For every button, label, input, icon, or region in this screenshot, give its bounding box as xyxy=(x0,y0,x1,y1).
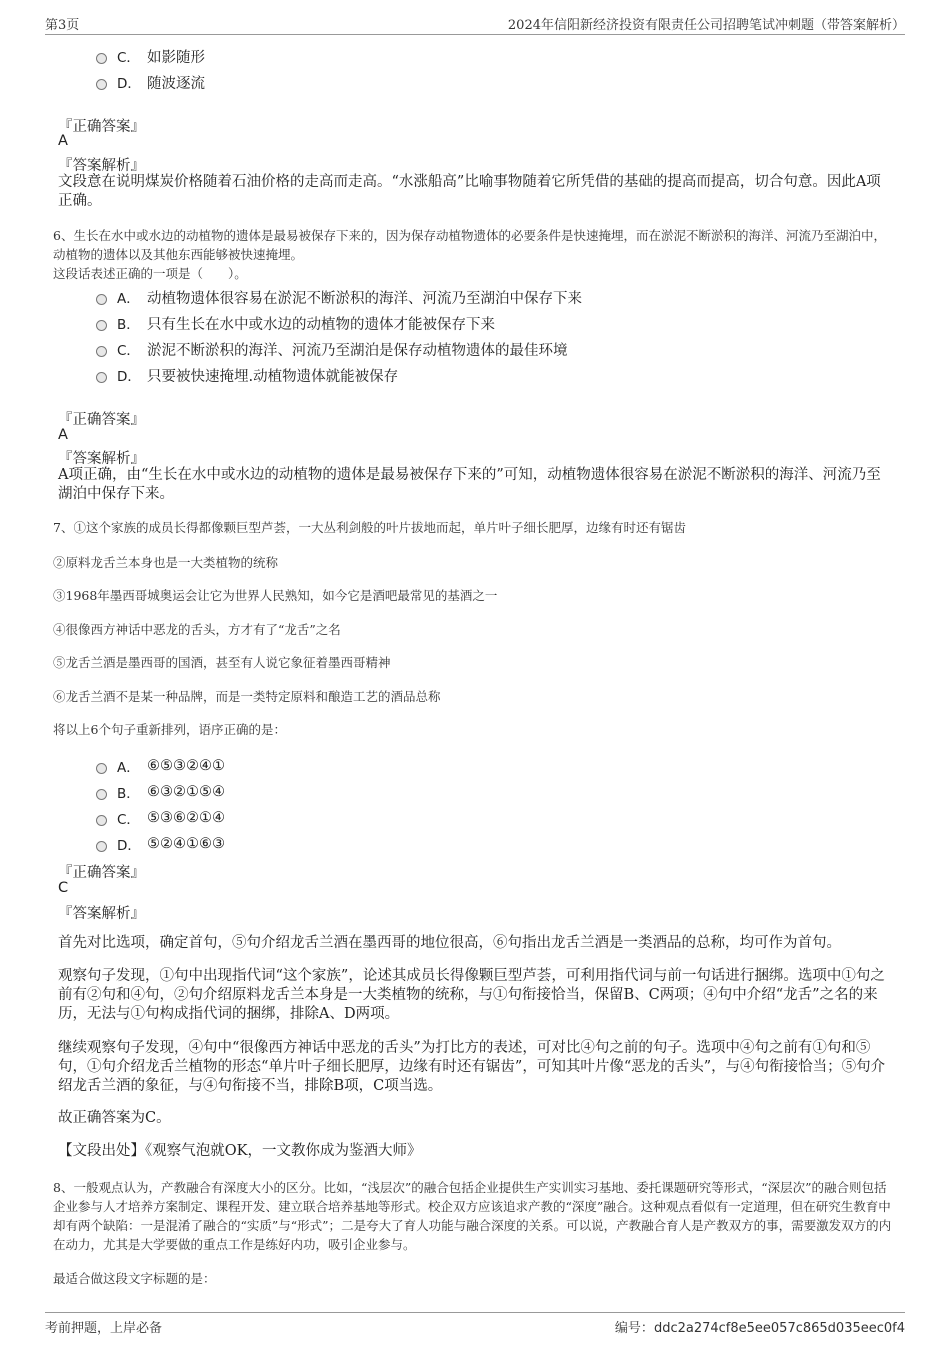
q5-analysis-label: 『答案解析』 xyxy=(58,158,145,174)
radio-icon[interactable] xyxy=(96,346,107,357)
q7-analysis-para: 首先对比选项，确定首句，⑤句介绍龙舌兰酒在墨西哥的地位很高，⑥句指出龙舌兰酒是一类酒品的总称，均可作为首句。 xyxy=(58,935,841,951)
q5-answer-label: 『正确答案』 xyxy=(58,119,145,135)
q7-answer: C xyxy=(58,880,69,896)
q5-option-c[interactable]: C． 如影随形 xyxy=(96,46,205,66)
footer-slogan: 考前押题，上岸必备 xyxy=(45,1321,163,1336)
q7-sentence: ③1968年墨西哥城奥运会让它为世界人民熟知，如今它是酒吧最常见的基酒之一 xyxy=(53,588,498,603)
q6-prompt: 这段话表述正确的一项是（ ）。 xyxy=(53,266,247,281)
document-code xyxy=(615,1317,905,1336)
q7-option-a[interactable]: A． ⑥⑤③②④① xyxy=(96,756,225,776)
q8-prompt: 最适合做这段文字标题的是： xyxy=(53,1271,216,1286)
q5-analysis: 文段意在说明煤炭价格随着石油价格的走高而走高。“水涨船高”比喻事物随着它所凭借的基础的提高而提高，切合句意。因此A项正确。 xyxy=(58,174,881,209)
q7-prompt: 将以上6个句子重新排列，语序正确的是： xyxy=(53,722,286,737)
page-footer xyxy=(45,1312,905,1335)
radio-icon[interactable] xyxy=(96,841,107,852)
q7-sentence: ⑤龙舌兰酒是墨西哥的国酒，甚至有人说它象征着墨西哥精神 xyxy=(53,655,391,670)
q6-option-d[interactable]: D． 只要被快速掩埋.动植物遗体就能被保存 xyxy=(96,365,398,385)
q7-analysis-label: 『答案解析』 xyxy=(58,906,145,922)
q7-option-c[interactable]: C． ⑤③⑥②①④ xyxy=(96,808,225,828)
radio-icon[interactable] xyxy=(96,294,107,305)
q7-option-b[interactable]: B． ⑥③②①⑤④ xyxy=(96,782,225,802)
radio-icon[interactable] xyxy=(96,815,107,826)
q7-sentence: 7、①这个家族的成员长得都像颗巨型芦荟，一大丛利剑般的叶片拔地而起，单片叶子细长肥厚，边缘有时还有锯齿 xyxy=(53,520,686,535)
radio-icon[interactable] xyxy=(96,320,107,331)
q7-source: 【文段出处】《观察气泡就OK，一文教你成为鉴酒大师》 xyxy=(58,1143,422,1159)
q6-analysis-label: 『答案解析』 xyxy=(58,451,145,467)
q5-option-d[interactable]: D． 随波逐流 xyxy=(96,72,205,92)
q7-analysis-para: 继续观察句子发现，④句中“很像西方神话中恶龙的舌头”为打比方的表述，可对比④句之前的句子。选项中④句之前有①句和⑤句，①句介绍龙舌兰植物的形态“单片叶子细长肥厚，边缘有时还有锯齿”，可知其叶片像“恶龙的舌头”，与④句衔接恰当；⑤句介绍龙舌兰酒的象征，与④句衔接不当，排除B项，C项当选。 xyxy=(58,1040,886,1094)
document-title: 2024年信阳新经济投资有限责任公司招聘笔试冲刺题（带答案解析） xyxy=(507,18,905,33)
q6-analysis: A项正确，由“生长在水中或水边的动植物的遗体是最易被保存下来的”可知，动植物遗体很容易在淤泥不断淤积的海洋、河流乃至湖泊中保存下来。 xyxy=(58,467,881,502)
q7-sentence: ④很像西方神话中恶龙的舌头，方才有了“龙舌”之名 xyxy=(53,622,341,637)
code-value: ddc2a274cf8e5ee057c865d035eec0f4 xyxy=(653,1321,905,1336)
page-header xyxy=(45,14,905,35)
radio-icon[interactable] xyxy=(96,372,107,383)
radio-icon[interactable] xyxy=(96,79,107,90)
q7-sentence: ②原料龙舌兰本身也是一大类植物的统称 xyxy=(53,555,279,570)
q6-stem: 6、生长在水中或水边的动植物的遗体是最易被保存下来的，因为保存动植物遗体的必要条件是快速掩埋，而在淤泥不断淤积的海洋、河流乃至湖泊中，动植物的遗体以及其他东西能够被快速掩埋。 xyxy=(53,228,886,262)
q7-option-d[interactable]: D． ⑤②④①⑥③ xyxy=(96,834,225,854)
radio-icon[interactable] xyxy=(96,789,107,800)
q5-answer: A xyxy=(58,133,68,149)
q8-stem: 8、一般观点认为，产教融合有深度大小的区分。比如，“浅层次”的融合包括企业提供生产实训实习基地、委托课题研究等形式，“深层次”的融合则包括企业参与人才培养方案制定、课程开发、建立联合培养基地等形式。校企双方应该追求产教的“深度”融合。这种观点看似有一定道理，但在研究生教育中却有两个缺陷：一是混淆了融合的“实质”与“形式”；二是夸大了育人功能与融合深度的关系。可以说，产教融合育人是产教双方的事，需要激发双方的内在动力，尤其是大学要做的重点工作是练好内功，吸引企业参与。 xyxy=(53,1180,892,1252)
q6-option-c[interactable]: C． 淤泥不断淤积的海洋、河流乃至湖泊是保存动植物遗体的最佳环境 xyxy=(96,339,568,359)
q6-answer: A xyxy=(58,427,68,443)
radio-icon[interactable] xyxy=(96,53,107,64)
q7-analysis-para: 故正确答案为C。 xyxy=(58,1110,171,1126)
q7-sentence: ⑥龙舌兰酒不是某一种品牌，而是一类特定原料和酿造工艺的酒品总称 xyxy=(53,689,441,704)
q6-option-a[interactable]: A． 动植物遗体很容易在淤泥不断淤积的海洋、河流乃至湖泊中保存下来 xyxy=(96,287,582,307)
code-label: 编号： xyxy=(614,1321,654,1336)
q7-analysis-para: 观察句子发现，①句中出现指代词“这个家族”，论述其成员长得像颗巨型芦荟，可利用指代词与前一句话进行捆绑。选项中①句之前有②句和④句，②句介绍原料龙舌兰本身是一大类植物的统称，与①句衔接恰当，保留B、C两项；④句中介绍“龙舌”之名的来历，无法与①句构成指代词的捆绑，排除A、D两项。 xyxy=(58,968,885,1022)
radio-icon[interactable] xyxy=(96,763,107,774)
q7-answer-label: 『正确答案』 xyxy=(58,865,145,881)
q6-answer-label: 『正确答案』 xyxy=(58,412,145,428)
q6-option-b[interactable]: B． 只有生长在水中或水边的动植物的遗体才能被保存下来 xyxy=(96,313,495,333)
page-number: 第3页 xyxy=(45,18,80,33)
